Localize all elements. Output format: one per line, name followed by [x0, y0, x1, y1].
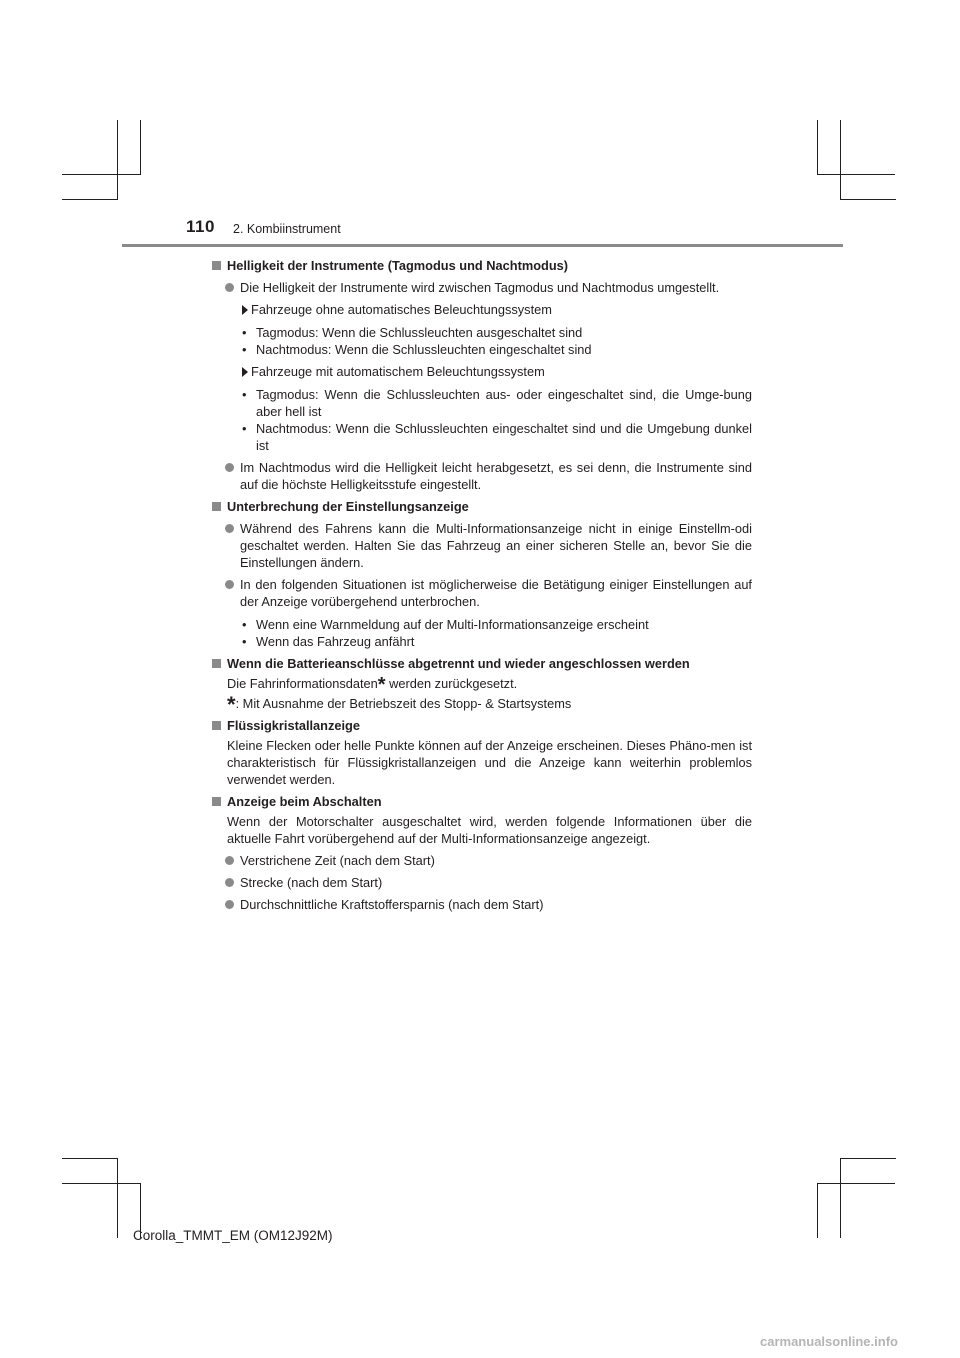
list-item [212, 279, 752, 296]
list-item-text: Während des Fahrens kann die Multi-Informationsanzeige nicht in einige Einstellm-odi geschaltet werden. Halten Sie das Fahrzeug an einer sicheren Stelle an, bevor Sie die Einstellungen ändern. [240, 521, 752, 570]
crop-mark [817, 1183, 895, 1184]
triangle-arrow-icon [242, 305, 248, 315]
crop-mark [140, 120, 141, 175]
sub-list-text: Nachtmodus: Wenn die Schlussleuchten eingeschaltet sind [256, 342, 592, 357]
condition-text: Fahrzeuge ohne automatisches Beleuchtungssystem [251, 302, 552, 317]
list-item [212, 520, 752, 571]
list-item-text: Durchschnittliche Kraftstoffersparnis (nach dem Start) [240, 897, 544, 912]
circle-bullet-icon [225, 580, 234, 589]
sub-list-item [212, 386, 752, 420]
section-heading [212, 717, 752, 734]
crop-mark [817, 174, 895, 175]
paragraph: Wenn der Motorschalter ausgeschaltet wird, werden folgende Informationen über die aktuelle Fahrt vorübergehend auf der Multi-Informationsanzeige angezeigt. [227, 814, 752, 846]
section-heading-text: Unterbrechung der Einstellungsanzeige [227, 499, 469, 514]
dot-bullet-icon: • [242, 325, 247, 340]
list-item-text: Im Nachtmodus wird die Helligkeit leicht herabgesetzt, es sei denn, die Instrumente sind auf die höchste Helligkeitsstufe eingestellt. [240, 460, 752, 492]
sub-list-item [212, 633, 752, 650]
crop-mark [840, 120, 841, 200]
crop-mark [817, 120, 818, 175]
chapter-title: 2. Kombiinstrument [233, 222, 341, 236]
list-item-text: Die Helligkeit der Instrumente wird zwischen Tagmodus und Nachtmodus umgestellt. [240, 280, 720, 295]
paragraph: Kleine Flecken oder helle Punkte können auf der Anzeige erscheinen. Dieses Phäno-men ist charakteristisch für Flüssigkristallanzeigen und die Anzeige kann weiterhin problemlos verwendet werden. [227, 738, 752, 787]
crop-mark [62, 199, 118, 200]
dot-bullet-icon: • [242, 617, 247, 632]
square-bullet-icon [212, 502, 221, 511]
page-number: 110 [186, 217, 215, 236]
square-bullet-icon [212, 261, 221, 270]
circle-bullet-icon [225, 463, 234, 472]
paragraph-text: Die Fahrinformationsdaten [227, 676, 378, 691]
circle-bullet-icon [225, 878, 234, 887]
crop-mark [117, 1158, 118, 1238]
crop-mark [117, 120, 118, 200]
sub-list-item [212, 616, 752, 633]
sub-list-text: Tagmodus: Wenn die Schlussleuchten aus- oder eingeschaltet sind, die Umge-bung aber hell ist [256, 387, 752, 419]
section-heading-text: Flüssigkristallanzeige [227, 718, 360, 733]
sub-list-text: Nachtmodus: Wenn die Schlussleuchten eingeschaltet sind und die Umgebung dunkel ist [256, 421, 752, 453]
list-item-text: Strecke (nach dem Start) [240, 875, 383, 890]
list-item-text: In den folgenden Situationen ist möglicherweise die Betätigung einiger Einstellungen auf der Anzeige vorübergehend unterbrochen. [240, 577, 752, 609]
footnote-text: : Mit Ausnahme der Betriebszeit des Stopp- & Startsystems [235, 696, 572, 711]
section-heading [212, 655, 752, 672]
dot-bullet-icon: • [242, 421, 247, 436]
header-rule [122, 244, 843, 247]
sub-list-text: Wenn das Fahrzeug anfährt [256, 634, 415, 649]
dot-bullet-icon: • [242, 634, 247, 649]
sub-list-item [212, 341, 752, 358]
crop-mark [840, 1158, 841, 1238]
condition-item [212, 363, 752, 380]
crop-mark [840, 1158, 896, 1159]
paragraph [212, 674, 752, 696]
dot-bullet-icon: • [242, 342, 247, 357]
section-heading-text: Wenn die Batterieanschlüsse abgetrennt und wieder angeschlossen werden [227, 656, 690, 671]
page-content [212, 252, 752, 913]
asterisk-mark: * [377, 674, 386, 696]
crop-mark [62, 174, 140, 175]
square-bullet-icon [212, 721, 221, 730]
crop-mark [817, 1183, 818, 1238]
circle-bullet-icon [225, 524, 234, 533]
square-bullet-icon [212, 797, 221, 806]
crop-mark [62, 1158, 118, 1159]
section-heading-text: Anzeige beim Abschalten [227, 794, 382, 809]
section-heading [212, 498, 752, 515]
circle-bullet-icon [225, 856, 234, 865]
circle-bullet-icon [225, 283, 234, 292]
paragraph-text: werden zurückgesetzt. [385, 676, 518, 691]
sub-list-item [212, 324, 752, 341]
sub-list-text: Tagmodus: Wenn die Schlussleuchten ausgeschaltet sind [256, 325, 583, 340]
sub-list-item [212, 420, 752, 454]
triangle-arrow-icon [242, 367, 248, 377]
section-heading-text: Helligkeit der Instrumente (Tagmodus und Nachtmodus) [227, 258, 569, 273]
footnote [212, 692, 752, 717]
watermark: carmanualsonline.info [760, 1334, 898, 1349]
circle-bullet-icon [225, 900, 234, 909]
list-item [212, 576, 752, 610]
list-item [212, 852, 752, 869]
crop-mark [840, 199, 896, 200]
square-bullet-icon [212, 659, 221, 668]
dot-bullet-icon: • [242, 387, 247, 402]
section-heading [212, 793, 752, 810]
section-heading [212, 257, 752, 274]
list-item [212, 874, 752, 891]
crop-mark [62, 1183, 140, 1184]
document-id: Corolla_TMMT_EM (OM12J92M) [133, 1228, 333, 1243]
list-item [212, 459, 752, 493]
condition-item [212, 301, 752, 318]
footnote-asterisk: * [227, 692, 236, 717]
condition-text: Fahrzeuge mit automatischem Beleuchtungssystem [251, 364, 545, 379]
list-item [212, 896, 752, 913]
sub-list-text: Wenn eine Warnmeldung auf der Multi-Informationsanzeige erscheint [256, 617, 649, 632]
list-item-text: Verstrichene Zeit (nach dem Start) [240, 853, 435, 868]
